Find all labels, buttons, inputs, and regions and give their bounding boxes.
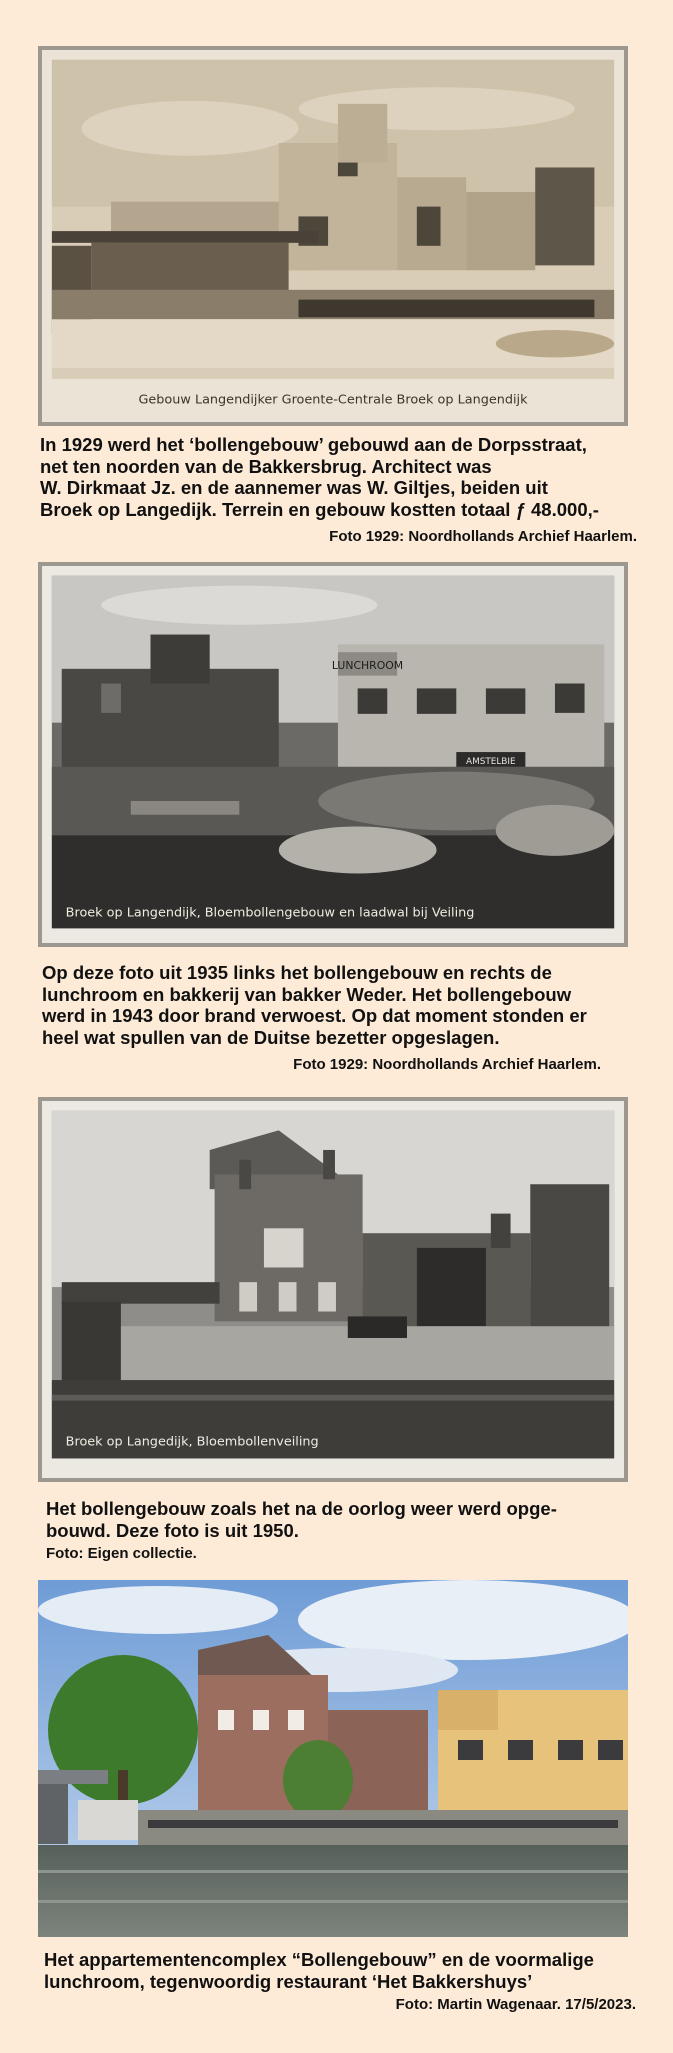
caption-1950-line: Het bollengebouw zoals het na de oorlog weer werd opge- bbox=[46, 1498, 557, 1519]
photo-1929-groente-centrale bbox=[38, 46, 628, 426]
photo-1935-image bbox=[42, 566, 624, 943]
photo-1935-bloembollengebouw bbox=[38, 562, 628, 947]
photo-1950-bloembollenveiling bbox=[38, 1097, 628, 1482]
caption-2023-line: Het appartementencomplex “Bollengebouw” en de voormalige bbox=[44, 1949, 594, 1970]
caption-2023 bbox=[44, 1949, 644, 1992]
caption-1935 bbox=[42, 962, 642, 1048]
lunchroom-sign: LUNCHROOM bbox=[331, 658, 404, 672]
caption-1929-line: In 1929 werd het ‘bollengebouw’ gebouwd aan de Dorpsstraat, bbox=[40, 434, 587, 455]
caption-1935-line: Op deze foto uit 1935 links het bollengebouw en rechts de bbox=[42, 962, 552, 983]
photo-1929-printed-label: Gebouw Langendijker Groente-Centrale Broek op Langendijk bbox=[138, 392, 528, 408]
photo-1935-printed-label: Broek op Langendijk, Bloembollengebouw en laadwal bij Veiling bbox=[65, 905, 475, 921]
caption-1929-line: Broek op Langedijk. Terrein en gebouw kostten totaal ƒ 48.000,- bbox=[40, 498, 599, 520]
photo-2023-image bbox=[38, 1580, 628, 1937]
credit-1950: Foto: Eigen collectie. bbox=[46, 1545, 197, 1562]
caption-1929-line: W. Dirkmaat Jz. en de aannemer was W. Giltjes, beiden uit bbox=[40, 477, 548, 498]
caption-1950 bbox=[46, 1498, 646, 1541]
caption-1935-line: lunchroom en bakkerij van bakker Weder. Het bollengebouw bbox=[42, 983, 572, 1005]
photo-1950-printed-label: Broek op Langedijk, Bloembollenveiling bbox=[65, 1434, 319, 1450]
caption-2023-line: lunchroom, tegenwoordig restaurant ‘Het Bakkershuys’ bbox=[44, 1970, 533, 1992]
amstel-sign: AMSTELBIE bbox=[466, 756, 516, 767]
photo-1950-image bbox=[42, 1101, 624, 1478]
photo-1929-image bbox=[42, 50, 624, 422]
caption-1935-line: werd in 1943 door brand verwoest. Op dat moment stonden er bbox=[42, 1005, 587, 1026]
credit-1929: Foto 1929: Noordhollands Archief Haarlem. bbox=[329, 528, 637, 545]
caption-1950-line: bouwd. Deze foto is uit 1950. bbox=[46, 1519, 299, 1541]
caption-1935-line: heel wat spullen van de Duitse bezetter opgeslagen. bbox=[42, 1026, 500, 1048]
caption-1929-line: net ten noorden van de Bakkersbrug. Architect was bbox=[40, 455, 492, 477]
caption-1929 bbox=[40, 434, 640, 520]
credit-1935: Foto 1929: Noordhollands Archief Haarlem. bbox=[293, 1056, 601, 1073]
photo-2023-bollengebouw bbox=[38, 1580, 628, 1937]
credit-2023: Foto: Martin Wagenaar. 17/5/2023. bbox=[395, 1996, 636, 2013]
